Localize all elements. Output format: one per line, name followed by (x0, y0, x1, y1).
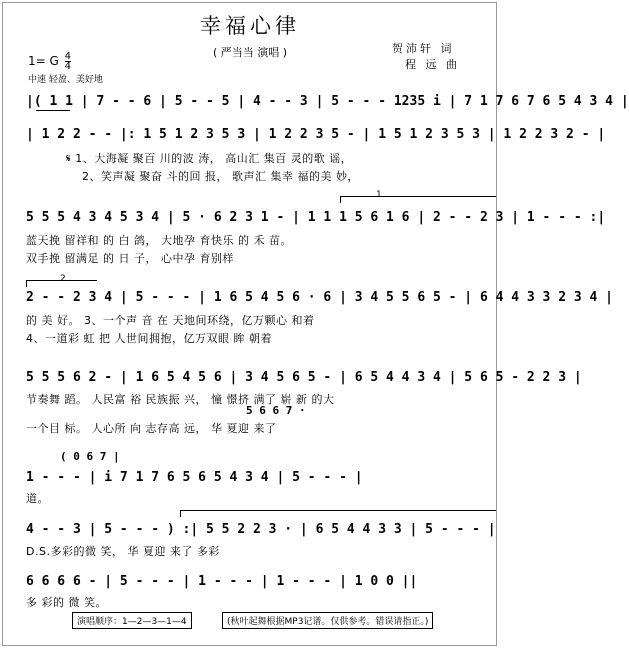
volta-bracket-1 (340, 196, 496, 203)
time-signature (65, 52, 71, 71)
notation-row-5: 5 5 5 6 2 - | 1 6 5 4 5 6 | 3 4 5 6 5 - | 6 5 4 4 3 4 | 5 6 5 - 2 2 3 | (26, 370, 582, 385)
transcription-note: (秋叶起舞根据MP3记谱。仅供参考。错误请指正。) (222, 612, 433, 629)
notation-row-6-extra: ( 0 6 7 | (60, 450, 120, 463)
lyric-row-7: D.S.多彩的微 笑， 华 夏迎 来了 多彩 (26, 545, 220, 558)
tempo-marking: 中速 轻盈、美好地 (28, 75, 103, 85)
notation-row-8: 6 6 6 6 - | 5 - - - | 1 - - - | 1 - - - | 1 0 0 || (26, 574, 418, 589)
notation-row-1: |( 1 1 | 7 - - 6 | 5 - - 5 | 4 - - 3 | 5 - - - 1235 i | 7 1 7 6 7 6 5 4 3 4 | (26, 94, 629, 109)
time-den: 4 (64, 61, 72, 72)
lyric-row-8: 多 彩的 微 笑。 (26, 596, 107, 609)
lyric-row-3b: 双手挽 留满足 的 日 子， 心中孕 育别样 (26, 252, 234, 265)
lyric-row-4a: 的 美 好。 3、一个声 音 在 天地间环绕，亿万颗心 和着 (26, 314, 315, 327)
key-signature (28, 52, 71, 71)
key-text: 1= G (28, 54, 59, 68)
time-num: 4 (64, 51, 72, 62)
song-title: 幸福心律 (200, 14, 300, 38)
notation-row-3: 5 5 5 4 3 4 5 3 4 | 5 · 6 2 3 1 - | 1 1 1 5 6 1 6 | 2 - - 2 3 | 1 - - - :| (26, 210, 606, 225)
beam (36, 110, 70, 111)
lyric-row-5a: 节奏舞 蹈。 人民富 裕 民族振 兴， 憧 憬挤 满了 崭 新 的大 (26, 393, 335, 406)
notation-row-5-extra: 5 6 6 7 · (246, 404, 306, 417)
volta-label-2: 2 (60, 274, 66, 284)
lyricist-credit: 贺沛轩 词 (392, 42, 455, 55)
notation-row-6: 1 - - - | i 7 1 7 6 5 6 5 4 3 4 | 5 - - - | (26, 470, 363, 485)
notation-row-4: 2 - - 2 3 4 | 5 - - - | 1 6 5 4 5 6 · 6 | 3 4 5 5 6 5 - | 6 4 4 3 3 2 3 4 | (26, 290, 613, 305)
composer-credit: 程 远 曲 (405, 58, 460, 71)
lyric-row-2b: 2、笑声凝 聚奋 斗的回 报， 歌声汇 集幸 福的美 妙， (82, 170, 359, 183)
lyric-row-3a: 蓝天挽 留祥和 的 白 鸽， 大地孕 育快乐 的 禾 苗。 (26, 234, 292, 247)
notation-row-7: 4 - - 3 | 5 - - - ) :| 5 5 2 2 3 · | 6 5 4 4 3 3 | 5 - - - | (26, 522, 496, 537)
volta-label-1: 1 (376, 190, 382, 200)
volta-bracket-4 (180, 510, 496, 517)
notation-row-2: | 1 2 2 - - |: 1 5 1 2 3 5 3 | 1 2 2 3 5 - | 1 5 1 2 3 5 3 | 1 2 2 3 2 - | (26, 127, 606, 142)
singing-order: 演唱顺序：1—2—3—1—4 (72, 612, 192, 629)
performer-line: ( 严当当 演唱 ) (212, 46, 288, 59)
lyric-row-5b: 一个目 标。 人心所 向 志存高 远， 华 夏迎 来了 (26, 422, 277, 435)
lyric-row-2a: 𝄋 1、大海凝 聚百 川的波 涛， 高山汇 集百 灵的歌 谣， (66, 152, 353, 165)
lyric-row-4b: 4、一道彩 虹 把 人世间拥抱，亿万双眼 眸 朝着 (26, 332, 272, 345)
lyric-row-6: 道。 (26, 492, 49, 505)
